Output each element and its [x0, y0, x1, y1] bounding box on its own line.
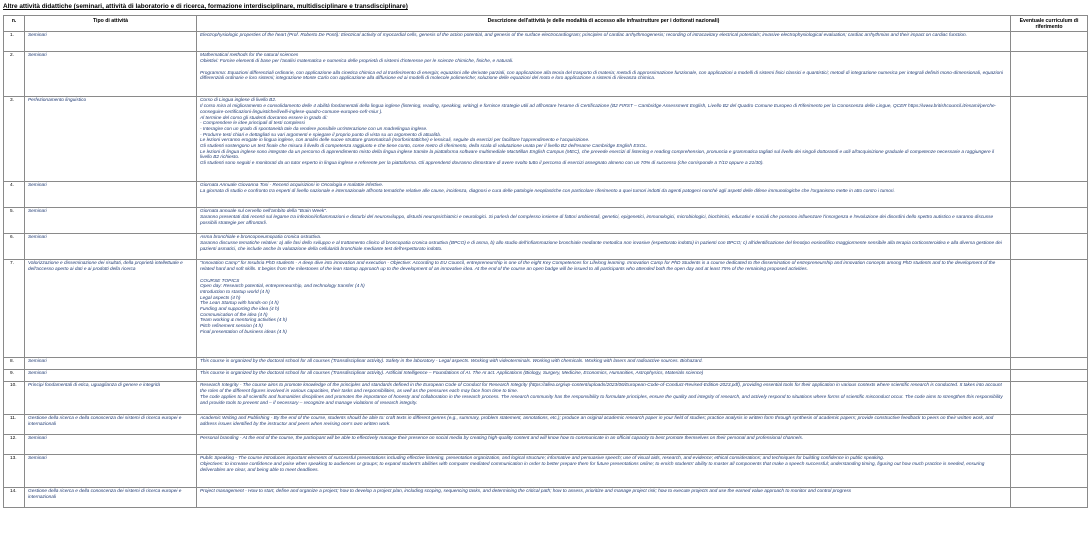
- table-header-row: [4, 16, 1088, 32]
- activity-description: Giornata annuale sul cervello nell'ambito della "Brain Week". Saranno presentati dati recenti sul legame tra infezioni/infiammazioni e disturbi del neurosviluppo, disturbi neuropsichiatrici e neurologici. Si parlerà del complesso insieme di fattori ambientali, genetici, epigenetici, immunologici, microbiologici, biochimici, educativi e sociali che possono influenzare l'insorgenza e l'evoluzione dei disordini dello spettro autistico e saranno discusse possibili strategie per affrontarli.: [197, 208, 1011, 234]
- table-row: [4, 370, 1088, 382]
- column-header-number: n.: [4, 16, 25, 32]
- column-header-curriculum: Eventuale curriculum di riferimento: [1011, 16, 1088, 32]
- activity-type: Perfezionamento linguistico: [25, 97, 197, 182]
- curriculum-cell: [1011, 52, 1088, 97]
- table-row: [4, 97, 1088, 182]
- column-header-activity-type: Tipo di attività: [25, 16, 197, 32]
- table-row: [4, 358, 1088, 370]
- curriculum-cell: [1011, 32, 1088, 52]
- row-number: 13.: [4, 455, 25, 488]
- activity-description: Giornata Annuale Giovanna Tosi - Recenti acquisizioni in Oncologia e malattie infettive. La giornata di studio e confronto tra esperti di livello nazionale e internazionale affronta tematiche relative alle cause, incidenza, diagnosi e cura delle patologie neoplastiche con particolare riferimento a quei tumori indotti da agenti patogeni nonché agli aspetti delle difese immunologiche che l'organismo mette in atto contro i tumori.: [197, 182, 1011, 208]
- row-number: 6.: [4, 234, 25, 260]
- curriculum-cell: [1011, 260, 1088, 358]
- activity-type: Seminari: [25, 358, 197, 370]
- table-row: [4, 32, 1088, 52]
- row-number: 3.: [4, 97, 25, 182]
- activity-type: Gestione della ricerca e della conoscenza dei sistemi di ricerca europei e internazionali: [25, 488, 197, 508]
- table-row: [4, 382, 1088, 415]
- activity-type: Seminari: [25, 32, 197, 52]
- row-number: 8.: [4, 358, 25, 370]
- activity-type: Seminari: [25, 435, 197, 455]
- curriculum-cell: [1011, 370, 1088, 382]
- curriculum-cell: [1011, 382, 1088, 415]
- curriculum-cell: [1011, 358, 1088, 370]
- table-row: [4, 234, 1088, 260]
- curriculum-cell: [1011, 455, 1088, 488]
- table-row: [4, 208, 1088, 234]
- section-heading: Altre attività didattiche (seminari, attività di laboratorio e di ricerca, formazione interdisciplinare, multidisciplinare e transdisciplinare): [3, 3, 408, 10]
- activity-description: Research Integrity - The course aims to promote knowledge of the principles and standards defined in the European Code of Conduct for Research Integrity (https://allea.org/wp-content/uploads/2023/06/European-Code-of-Conduct-Revised-Edition-2023.pdf), providing essential tools for their application in various contexts where scientific research is conducted. It takes into account the roles of the different figures involved in various capacities, their tasks and responsibilities, as well as the pressures each may face from time to time. The code applies to all scientific and humanities disciplines and promotes the importance of honesty and collaboration in the research process. The research community has the responsibility to formulate principles, ensure the quality and integrity of research, and actively respond to situations where forms of scientific misconduct occur. The code aims to strengthen this responsibility and provide tools to prevent and – if necessary – recognize and manage violations of research integrity.: [197, 382, 1011, 415]
- activity-description: Project management - How to start, define and organize a project; how to develop a project plan, including scoping, sequencing tasks, and determining the critical path; how to assess, prioritize and manage project risk; how to execute projects and use the earned value approach to monitor and control progress: [197, 488, 1011, 508]
- activity-description: Corso di Lingua inglese di livello B2. Il corso mira al miglioramento e consolidamento delle 4 abilità fondamentali della lingua inglese (listening, reading, speaking, writing) e fornisce strategie utili ad affrontare l'esame di Certificazione (B2 FIRST – Cambridge Assessment English, Livello B2 del Quadro Comune Europeo di Riferimento per la Conoscenza delle Lingue, QCER https://www.britishcouncil.it/esami/perche-conseguire-certificazioni-linguistiche/livelli-inglese-quadro-comune-europeo-cefr-miur ). Al termine del corso gli studenti dovranno essere in grado di: - Comprendere le idee principali di testi complessi - Interagire con un grado di spontaneità tale da rendere possibile un'interazione con un madrelingua inglese. - Produrre testi chiari e dettagliati su vari argomenti e spiegare il proprio punto di vista su un argomento di attualità. Le lezioni verranno erogate in lingua inglese, con analisi delle nuove strutture grammaticali (morfosintattiche) e lessicali, seguite da esercizi per facilitare l'apprendimento e l'acquisizione. Gli studenti sostengono un test finale che misura il livello di competenza raggiunto e che tiene conto, come metro di riferimento, della scala di valutazione usata per il livello B2 dell'esame Cambridge English ESOL. Le lezioni di lingua inglese sono integrate da un percorso di apprendimento misto della lingua inglese tramite la piattaforma software multimediale MacMillan English Campus (MEC), che prevede esercizi di listening e reading comprehension, pronuncia e grammatica tagliati sul livello dei singoli dottorandi e utili all'acquisizione graduale di competenze necessarie a raggiungere il livello B2 richiesto. Gli studenti sono seguiti e monitorati da un tutor esperto in lingua inglese e referente per la piattaforma. Gli apprendenti dovranno dimostrare di avere svolto tutto il percorso di esercizi assegnato almeno con un 70% di successo (che corrisponde a 7/10 oppure a 21/30).: [197, 97, 1011, 182]
- row-number: 12.: [4, 435, 25, 455]
- table-row: [4, 415, 1088, 435]
- row-number: 10.: [4, 382, 25, 415]
- activity-type: Seminari: [25, 370, 197, 382]
- activity-type: Seminari: [25, 455, 197, 488]
- curriculum-cell: [1011, 208, 1088, 234]
- table-row: [4, 182, 1088, 208]
- row-number: 5.: [4, 208, 25, 234]
- activity-type: Principi fondamentali di etica, uguaglianza di genere e integrità: [25, 382, 197, 415]
- activities-table: [3, 15, 1088, 508]
- row-number: 4.: [4, 182, 25, 208]
- row-number: 2.: [4, 52, 25, 97]
- column-header-description: Descrizione dell'attività (e delle modalità di accesso alle infrastrutture per i dottorati nazionali): [197, 16, 1011, 32]
- activity-type: Seminari: [25, 182, 197, 208]
- activity-description: Personal branding - At the end of the course, the participant will be able to effectively manage their presence on social media by creating high-quality content and will know how to communicate in an official capacity to best promote themselves on their personal and professional channels.: [197, 435, 1011, 455]
- activity-description: Public Speaking - The course introduces important elements of successful presentations including effective listening, presentation organization, and logical structure; informative and persuasive speech; use of visual aids, research, and evidence; ethical considerations; and techniques for building confidence in public speaking. Objectives: to increase confidence and poise when speaking to audiences or groups; to expand student's abilities with computer mediated communication in order to better prepare them for future presentations online; to enrich students' ability to master all components that make a speech successful; understanding timing, figuring out how much practice is needed, ensuring deliverables are clear, and being able to meet deadlines.: [197, 455, 1011, 488]
- activity-type: Gestione della ricerca e della conoscenza dei sistemi di ricerca europei e internazionali: [25, 415, 197, 435]
- curriculum-cell: [1011, 488, 1088, 508]
- activity-description: Electrophysiologic properties of the heart (Prof. Roberto De Ponti): Electrical activity of myocardial cells, genesis of the action potential, and genesis of the surface electrocardiogram; principles of cardiac arrhythmogenesis; recording of intracavitary electrical potentials; invasive electrophysiological evaluation; cardiac arrhythmias and their impact on cardiac function.: [197, 32, 1011, 52]
- curriculum-cell: [1011, 415, 1088, 435]
- curriculum-cell: [1011, 182, 1088, 208]
- row-number: 7.: [4, 260, 25, 358]
- curriculum-cell: [1011, 234, 1088, 260]
- activity-description: "Innovation Camp" for Insubria PhD students - A deep dive into innovation and execution - Objective: According to EU Council, entrepreneurship is one of the eight Key Competences for Lifelong learning. Innovation Camp for PhD Students is a course dedicated to the dissemination of entrepreneurship and innovation concepts among PhD students and to the development of the related hard and soft skills. It begins from the milestones of the lean startup approach up to the development of an innovative idea. At the end of the course an open badge will be issued to all participants who attended both the open day and at least 75% of the remaining proposed activities. COURSE TOPICS Open day: Research potential, entrepreneurship, and technology transfer (4 h) Introduction to startup world (4 h) Legal aspects (4 h) The Lean Startup with hands-on (4 h) Funding and supporting the idea (4 h) Communication of the idea (4 h) Team working & mentoring activities (4 h) Pitch refinement session (4 h) Final presentation of business ideas (4 h): [197, 260, 1011, 358]
- table-row: [4, 488, 1088, 508]
- activity-description: Asma bronchiale e broncopneumopatia cronica ostruttiva. Saranno discusse tematiche relative: a) alle fasi dello sviluppo e al trattamento clinico di broncopatia cronica ostruttiva (BPCO) e di asma, b) allo studio dell'infiammazione bronchiale mediante metodica non invasive (espettorato indotto) in pazienti con BPCO; c) all'identificazione del fenotipo eosinofilico maggiormente sensibile alla terapia corticosteroidea e alla diversa gestione dei pazienti asmatici, che include anche la valutazione della cellularità bronchiale mediante test dell'espettorato indotto.: [197, 234, 1011, 260]
- activity-description: Academic Writing and Publishing - By the end of the course, students should be able to: craft texts in different genres (e.g., summary, problem statement, annotations, etc.); produce an original academic research paper in your field of studies; practice analysis in written form through synthesis of academic papers; provide constructive feedback to peers on their written work, and address issues identified by the instructor and peers when revising one's own written work.: [197, 415, 1011, 435]
- activity-type: Seminari: [25, 208, 197, 234]
- table-row: [4, 260, 1088, 358]
- activity-type: Seminari: [25, 234, 197, 260]
- activity-description: This course is organized by the doctoral school for all courses (Transdisciplinar activity). Artificial Intelligence – Foundations of AI. The AI act. Applications (Biology, Surgery, Medicine, Economics, Humanities, Astrophysics, Materials science): [197, 370, 1011, 382]
- activity-type: Valorizzazione e disseminazione dei risultati, della proprietà intellettuale e dell'accesso aperto ai dati e ai prodotti della ricerca: [25, 260, 197, 358]
- row-number: 9.: [4, 370, 25, 382]
- row-number: 1.: [4, 32, 25, 52]
- curriculum-cell: [1011, 435, 1088, 455]
- activity-type: Seminari: [25, 52, 197, 97]
- activity-description: This course is organized by the doctoral school for all courses (Transdisciplinar activity). Safety in the laboratory - Legal aspects. Working with videoterminals. Working with chemicals. Working with lasers and radioactive sources. Biohazard.: [197, 358, 1011, 370]
- table-row: [4, 435, 1088, 455]
- activity-description: Mathematical methods for the natural sciences Obiettivi: Fornire elementi di base per l'analisi matematica e numerica delle proprietà di sistemi d'interesse per le scienze chimiche, fisiche, e naturali. Programma: Equazioni differenziali ordinarie, con applicazione alla cinetica chimica ed al trasferimento di energia; equazioni alle derivate parziali, con applicazione alla teoria del trasporto di materia; metodi di approssimazione funzionale, con applicazioni a modelli di sistemi fisici classici e quantistici; metodi di integrazione numerica per integrali definiti mono-dimensionali, equazioni differenziali ordinarie e loro sistemi; integrazione Monte Carlo con applicazione alla diffusione ed ai modelli di molecole polimeriche; soluzione delle equazioni del moto e loro applicazione a sistemi di rilevanza chimica.: [197, 52, 1011, 97]
- table-row: [4, 455, 1088, 488]
- table-row: [4, 52, 1088, 97]
- table-body: [4, 32, 1088, 508]
- row-number: 11.: [4, 415, 25, 435]
- row-number: 14.: [4, 488, 25, 508]
- curriculum-cell: [1011, 97, 1088, 182]
